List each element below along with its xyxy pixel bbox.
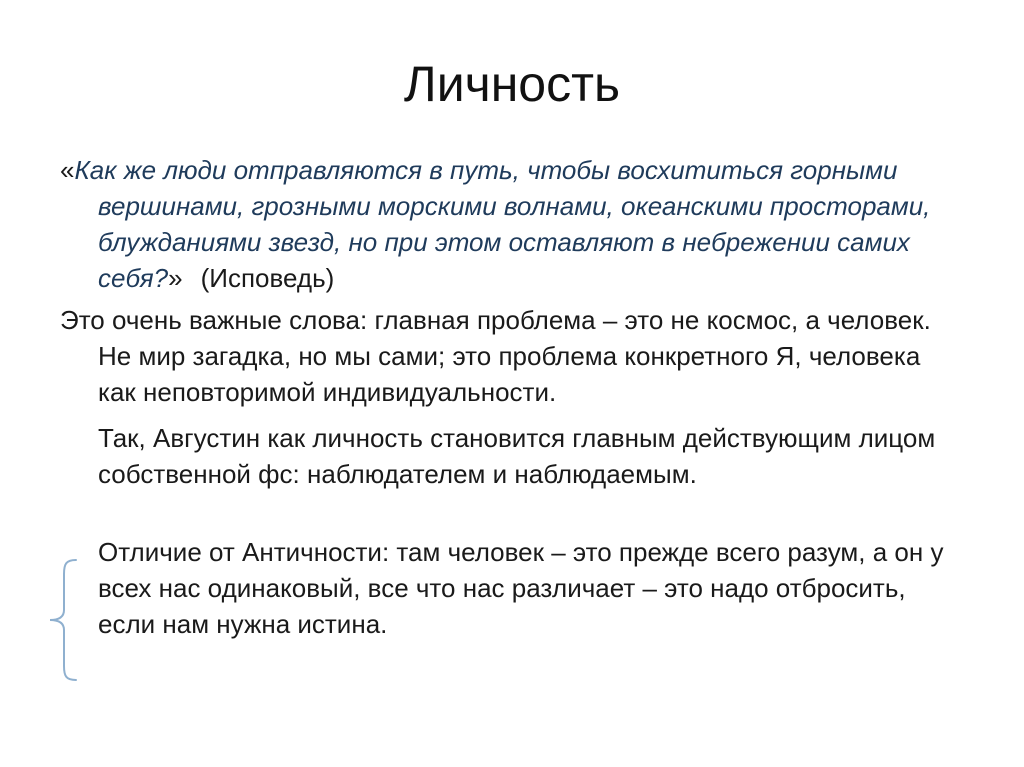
quote-close-mark: »: [168, 263, 183, 293]
quote-open-mark: «: [60, 155, 75, 185]
left-curly-brace-icon: [46, 558, 82, 682]
quote-paragraph: [60, 152, 960, 296]
slide-title: Личность: [403, 56, 621, 112]
antiquity-paragraph: Отличие от Античности: там человек – это прежде всего разум, а он у всех нас одинаковый, все что нас различает – это надо отбросить, если нам нужна истина.: [98, 537, 944, 639]
slide-body: [60, 152, 960, 642]
augustine-paragraph: Так, Августин как личность становится главным действующим лицом собственной фс: наблюдателем и наблюдаемым.: [98, 423, 936, 489]
main-paragraph: Это очень важные слова: главная проблема – это не космос, а человек. Не мир загадка, но мы сами; это проблема конкретного Я, человека как неповторимой индивидуальности.: [60, 305, 931, 407]
quote-source: (Исповедь): [200, 263, 335, 293]
quote-text: Как же люди отправляются в путь, чтобы восхититься горными вершинами, грозными морскими волнами, океанскими просторами, блужданиями звезд, но при этом оставляют в небрежении самих себя?: [74, 155, 931, 293]
